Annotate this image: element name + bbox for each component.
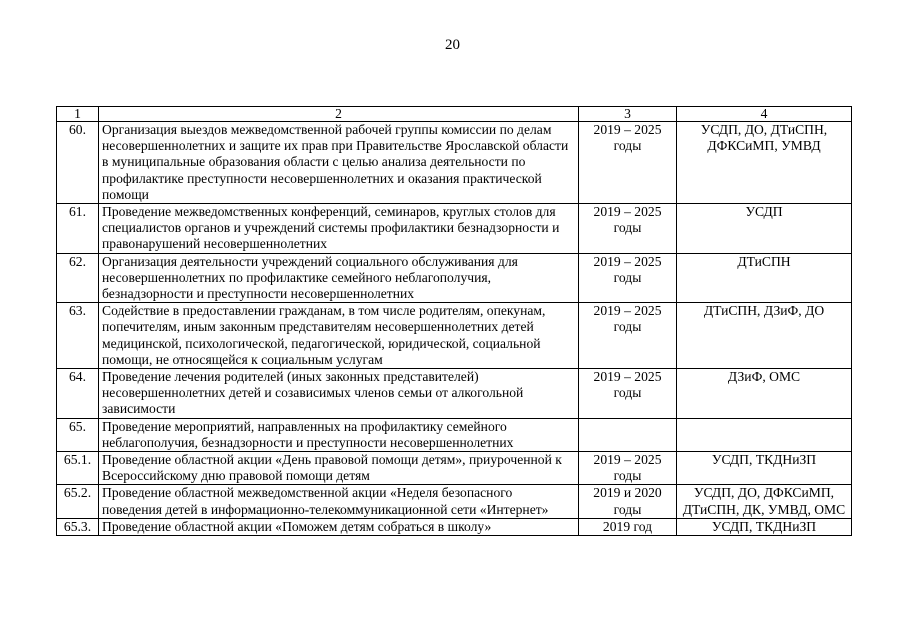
row-number: 60. (57, 122, 99, 204)
row-number: 63. (57, 303, 99, 369)
column-header-executors: 4 (677, 107, 852, 122)
table-row (57, 485, 852, 518)
row-number: 64. (57, 369, 99, 419)
column-header-number: 1 (57, 107, 99, 122)
column-header-period: 3 (579, 107, 677, 122)
row-number: 65. (57, 418, 99, 451)
row-period: 2019 – 2025 годы (579, 452, 677, 485)
row-period (579, 418, 677, 451)
row-number: 65.2. (57, 485, 99, 518)
table-row (57, 122, 852, 204)
row-measure: Проведение областной акции «Поможем детям собраться в школу» (99, 518, 579, 535)
column-header-measure: 2 (99, 107, 579, 122)
row-measure: Проведение областной акции «День правовой помощи детям», приуроченной к Всероссийскому дню правовой помощи детям (99, 452, 579, 485)
row-executors: УСДП, ТКДНиЗП (677, 518, 852, 535)
row-executors (677, 418, 852, 451)
row-measure: Проведение областной межведомственной акции «Неделя безопасного поведения детей в информационно-телекоммуникационной сети «Интернет» (99, 485, 579, 518)
row-executors: ДТиСПН (677, 253, 852, 303)
row-executors: УСДП, ТКДНиЗП (677, 452, 852, 485)
row-executors: ДТиСПН, ДЗиФ, ДО (677, 303, 852, 369)
page-number: 20 (445, 37, 460, 53)
row-measure: Содействие в предоставлении гражданам, в том числе родителям, опекунам, попечителям, иным законным представителям несовершеннолетних детей медицинской, психологической, педагогической, юридической, социальной помощи, не относящейся к социальным услугам (99, 303, 579, 369)
measures-table (56, 106, 852, 536)
table-row (57, 369, 852, 419)
table-row (57, 253, 852, 303)
row-period: 2019 – 2025 годы (579, 204, 677, 254)
table-row (57, 204, 852, 254)
table-row (57, 518, 852, 535)
row-measure: Организация деятельности учреждений социального обслуживания для несовершеннолетних по профилактике семейного неблагополучия, безнадзорности и преступности несовершеннолетних (99, 253, 579, 303)
row-executors: ДЗиФ, ОМС (677, 369, 852, 419)
table-row (57, 418, 852, 451)
row-period: 2019 – 2025 годы (579, 303, 677, 369)
row-measure: Проведение мероприятий, направленных на профилактику семейного неблагополучия, безнадзорности и преступности несовершеннолетних (99, 418, 579, 451)
row-period: 2019 – 2025 годы (579, 369, 677, 419)
row-measure: Организация выездов межведомственной рабочей группы комиссии по делам несовершеннолетних и защите их прав при Правительстве Ярославской области в муниципальные образования области с целью анализа деятельности по профилактике преступности несовершеннолетних и оказания практической помощи (99, 122, 579, 204)
table-row (57, 303, 852, 369)
table-header-row (57, 107, 852, 122)
row-executors: УСДП (677, 204, 852, 254)
row-period: 2019 год (579, 518, 677, 535)
row-measure: Проведение межведомственных конференций, семинаров, круглых столов для специалистов органов и учреждений системы профилактики безнадзорности и правонарушений несовершеннолетних (99, 204, 579, 254)
row-executors: УСДП, ДО, ДТиСПН, ДФКСиМП, УМВД (677, 122, 852, 204)
table-row (57, 452, 852, 485)
row-measure: Проведение лечения родителей (иных законных представителей) несовершеннолетних детей и созависимых членов семьи от алкогольной зависимости (99, 369, 579, 419)
row-number: 62. (57, 253, 99, 303)
row-number: 61. (57, 204, 99, 254)
row-period: 2019 – 2025 годы (579, 122, 677, 204)
row-number: 65.3. (57, 518, 99, 535)
row-executors: УСДП, ДО, ДФКСиМП, ДТиСПН, ДК, УМВД, ОМС (677, 485, 852, 518)
row-period: 2019 и 2020 годы (579, 485, 677, 518)
row-period: 2019 – 2025 годы (579, 253, 677, 303)
row-number: 65.1. (57, 452, 99, 485)
